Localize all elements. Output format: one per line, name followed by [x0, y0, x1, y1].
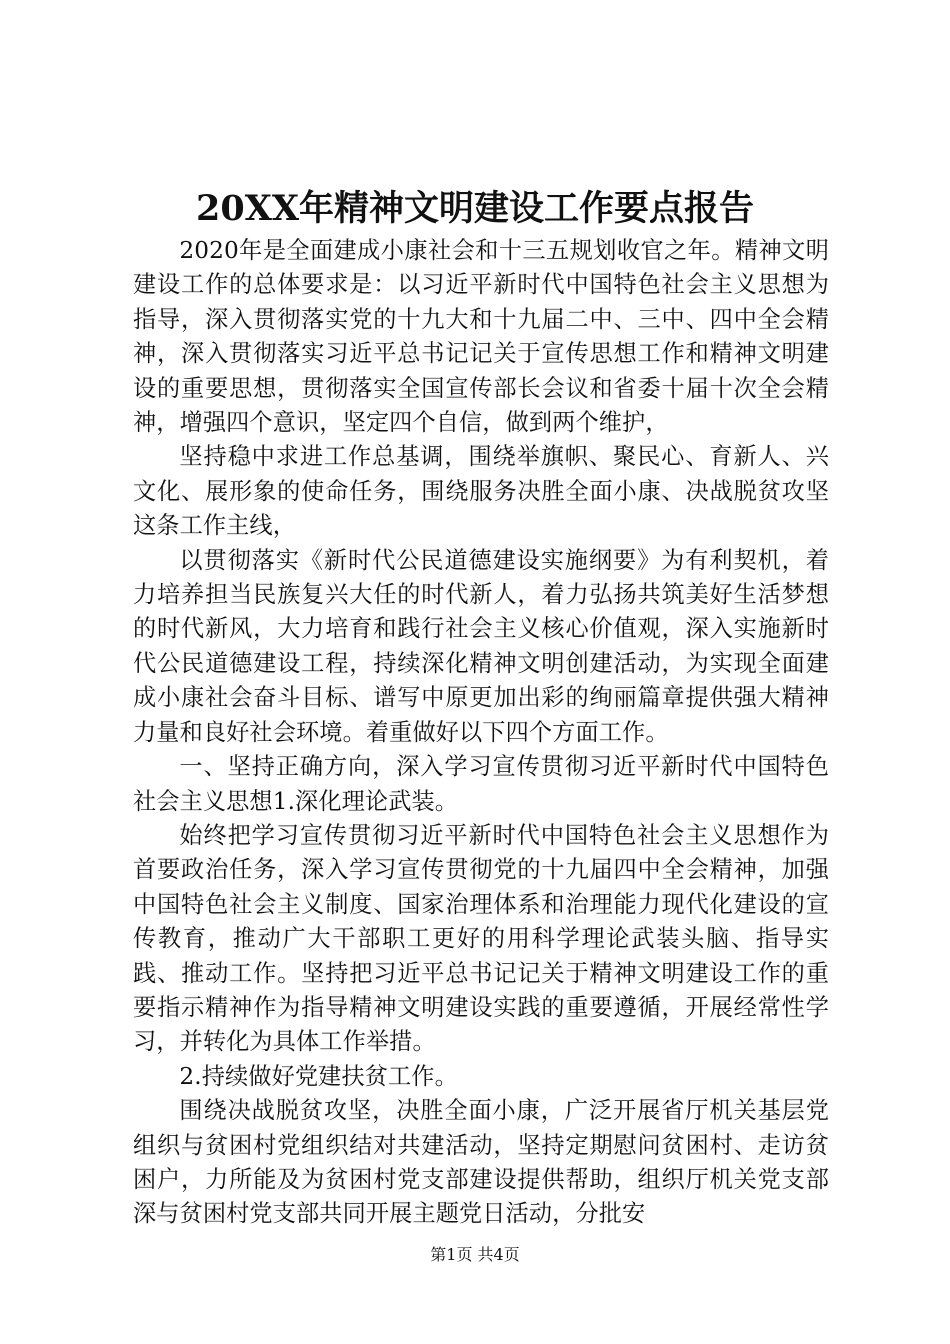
- paragraph: 2.持续做好党建扶贫工作。: [179, 1062, 458, 1090]
- paragraph: 以贯彻落实《新时代公民道德建设实施纲要》为有利契机，着力培养担当民族复兴大任的时代新人，着力弘扬共筑美好生活梦想的时代新风，大力培育和践行社会主义核心价值观，深入实施新时代公民道德建设工程，持续深化精神文明创建活动，为实现全面建成小康社会奋斗目标、谱写中原更加出彩的绚丽篇章提供强大精神力量和良好社会环境。着重做好以下四个方面工作。: [133, 546, 829, 746]
- paragraph: 坚持稳中求进工作总基调，围绕举旗帜、聚民心、育新人、兴文化、展形象的使命任务，围绕服务决胜全面小康、决战脱贫攻坚这条工作主线，: [133, 443, 829, 540]
- paragraph: 2020年是全面建成小康社会和十三五规划收官之年。精神文明建设工作的总体要求是：以习近平新时代中国特色社会主义思想为指导，深入贯彻落实党的十九大和十九届二中、三中、四中全会精神，深入贯彻落实习近平总书记记关于宣传思想工作和精神文明建设的重要思想，贯彻落实全国宣传部长会议和省委十届十次全会精神，增强四个意识，坚定四个自信，做到两个维护，: [133, 237, 829, 437]
- page-footer: 第1页 共4页: [430, 1245, 520, 1264]
- document-title: 20XX年精神文明建设工作要点报告: [195, 188, 755, 229]
- paragraph: 始终把学习宣传贯彻习近平新时代中国特色社会主义思想作为首要政治任务，深入学习宣传贯彻党的十九届四中全会精神，加强中国特色社会主义制度、国家治理体系和治理能力现代化建设的宣传教育，推动广大干部职工更好的用科学理论武装头脑、指导实践、推动工作。坚持把习近平总书记记关于精神文明建设工作的重要指示精神作为指导精神文明建设实践的重要遵循，开展经常性学习，并转化为具体工作举措。: [133, 821, 829, 1056]
- document-body: [133, 234, 829, 1232]
- paragraph: 一、坚持正确方向，深入学习宣传贯彻习近平新时代中国特色社会主义思想1.深化理论武装。: [133, 753, 829, 815]
- paragraph: 围绕决战脱贫攻坚，决胜全面小康，广泛开展省厅机关基层党组织与贫困村党组织结对共建活动，坚持定期慰问贫困村、走访贫困户，力所能及为贫困村党支部建设提供帮助，组织厅机关党支部深与贫困村党支部共同开展主题党日活动，分批安: [133, 1097, 829, 1228]
